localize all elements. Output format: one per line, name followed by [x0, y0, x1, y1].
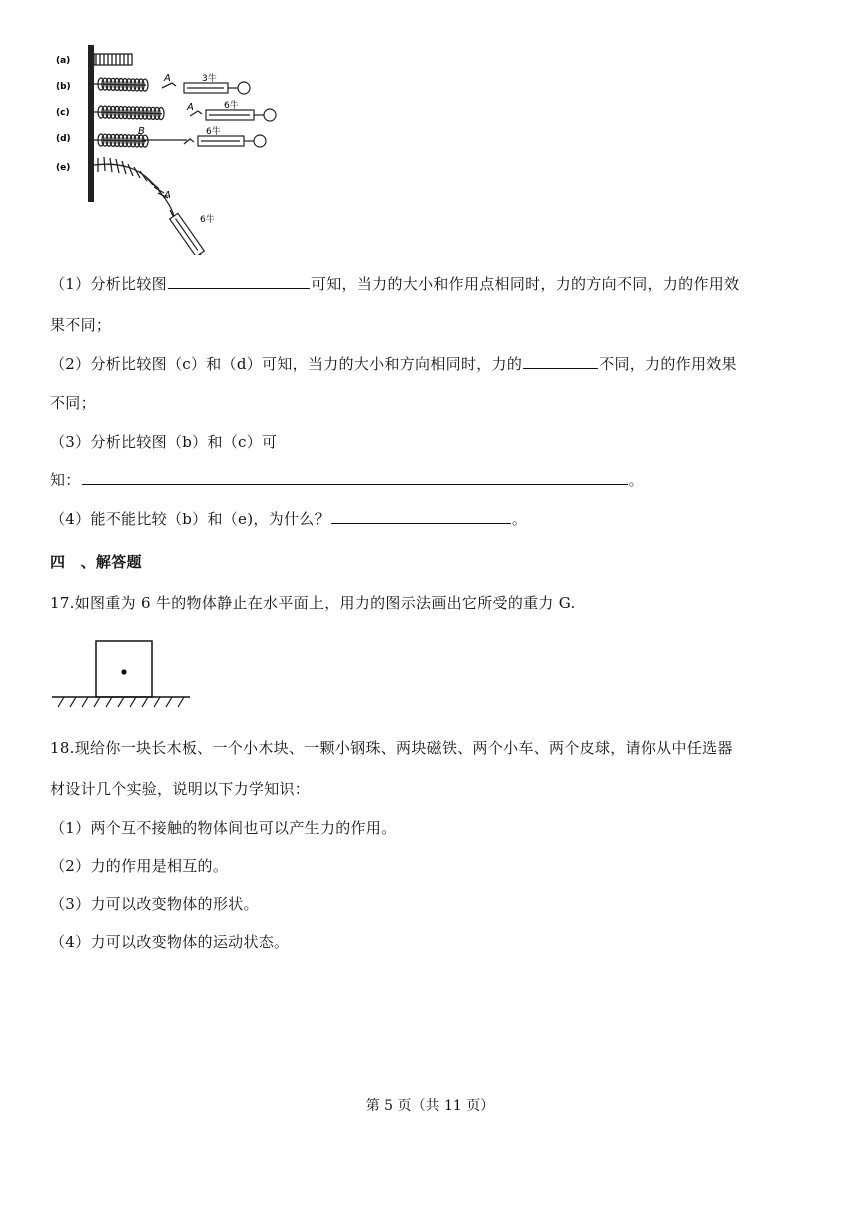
- scale-reading-c: 6牛: [224, 101, 239, 111]
- point-b-d: B: [138, 126, 145, 137]
- spring-scale-b: [184, 82, 250, 94]
- page-footer: 第 5 页（共 11 页）: [365, 1098, 495, 1114]
- point-a-b: A: [164, 73, 171, 84]
- q16-part2-blank[interactable]: [523, 353, 598, 369]
- q16-part2-line2: 不同；: [50, 394, 96, 412]
- q16-part4-text: （4）能不能比较（b）和（e)，为什么？: [50, 510, 330, 528]
- spring-a: [94, 54, 132, 65]
- q16-part3-line1: （3）分析比较图（b）和（c）可: [50, 433, 278, 451]
- label-d: (d): [56, 134, 71, 144]
- q16-part1-line1: [50, 273, 739, 294]
- spring-e: [94, 157, 174, 222]
- q16-part1-line2: 果不同；: [50, 316, 112, 334]
- q16-part3-text: 知：: [50, 471, 81, 489]
- scale-reading-d: 6牛: [206, 127, 221, 137]
- scale-reading-e: 6牛: [200, 215, 215, 225]
- q17-text: 17.如图重为 6 牛的物体静止在水平面上，用力的图示法画出它所受的重力 G.: [50, 594, 576, 612]
- q18-intro-line1: 18.现给你一块长木板、一个小木块、一颗小钢珠、两块磁铁、两个小车、两个皮球，请你从中任选器: [50, 739, 733, 757]
- q16-part1-text-a: （1）分析比较图: [50, 275, 167, 293]
- q16-part2-text-b: 不同，力的作用效果: [599, 355, 737, 373]
- q16-part3-line2: [50, 469, 644, 490]
- block: [96, 641, 152, 697]
- q18-item-3: （3）力可以改变物体的形状。: [50, 895, 259, 913]
- label-a: (a): [56, 56, 71, 66]
- q18-item-4: （4）力可以改变物体的运动状态。: [50, 933, 290, 951]
- block-on-ground-figure: [50, 638, 195, 718]
- q16-part2-line1: [50, 353, 737, 374]
- q18-item-1: （1）两个互不接触的物体间也可以产生力的作用。: [50, 819, 397, 837]
- q16-part1-blank[interactable]: [168, 273, 310, 289]
- q16-part1-text-b: 可知，当力的大小和作用点相同时，力的方向不同，力的作用效: [310, 275, 740, 293]
- point-a-c: A: [187, 102, 194, 113]
- q16-part4-line: [50, 508, 527, 529]
- label-e: (e): [56, 163, 71, 173]
- q18-item-2: （2）力的作用是相互的。: [50, 857, 229, 875]
- label-c: (c): [56, 108, 70, 118]
- q18-intro-line2: 材设计几个实验，说明以下力学知识：: [50, 780, 311, 798]
- center-of-mass-dot: [121, 669, 126, 674]
- q16-part4-blank[interactable]: [331, 508, 511, 524]
- spring-c: [94, 106, 202, 119]
- scale-reading-b: 3牛: [202, 74, 217, 84]
- wall: [88, 45, 94, 202]
- q16-part3-blank[interactable]: [82, 469, 628, 485]
- spring-experiment-figure: [52, 40, 287, 255]
- section-heading: 四 、解答题: [50, 553, 142, 571]
- spring-scale-c: [206, 109, 276, 121]
- point-a-e: A: [164, 190, 171, 201]
- q16-part2-text-a: （2）分析比较图（c）和（d）可知，当力的大小和方向相同时，力的: [50, 355, 523, 373]
- ground-hatching: [58, 697, 184, 707]
- q16-part4-end: 。: [511, 510, 528, 528]
- label-b: (b): [56, 82, 71, 92]
- q16-part3-end: 。: [628, 471, 644, 489]
